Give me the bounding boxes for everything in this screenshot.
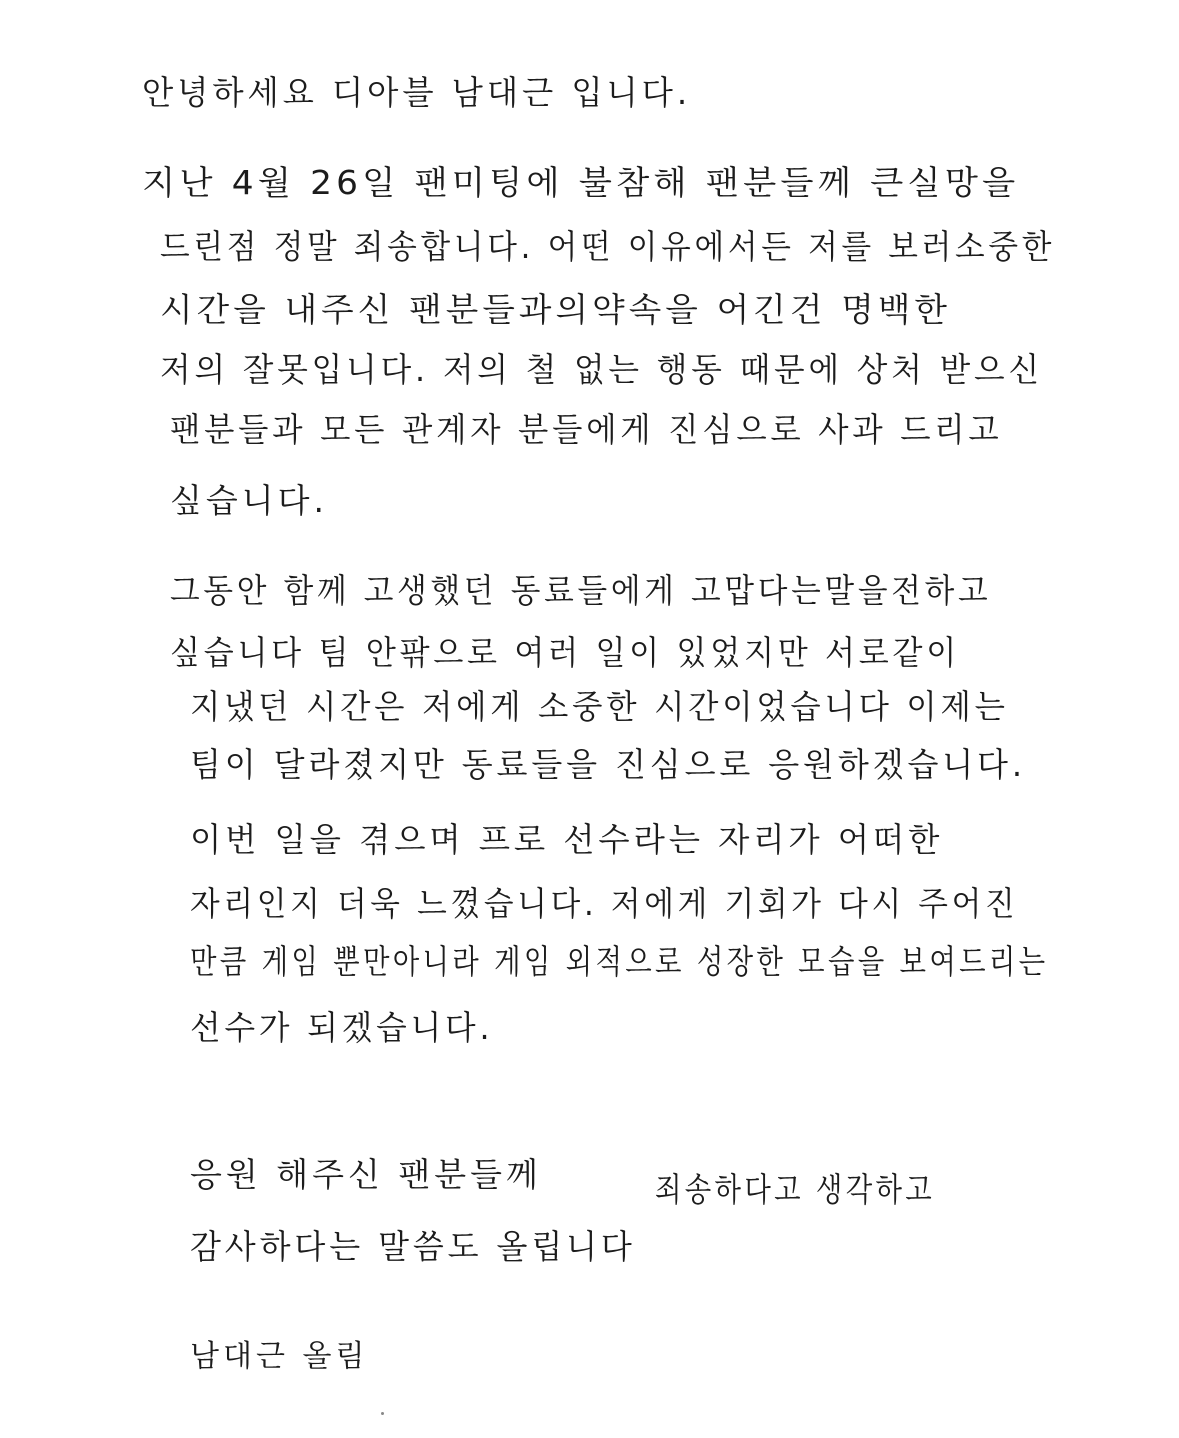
letter-line: 드린점 정말 죄송합니다. 어떤 이유에서든 저를 보러소중한 <box>160 227 1056 266</box>
letter-line: 이번 일을 겪으며 프로 선수라는 자리가 어떠한 <box>190 820 944 859</box>
ink-dot <box>381 1412 384 1415</box>
letter-line: 죄송하다고 생각하고 <box>655 1170 936 1209</box>
letter-line: 팀이 달라졌지만 동료들을 진심으로 응원하겠습니다. <box>190 745 1026 784</box>
letter-line: 감사하다는 말씀도 올립니다 <box>190 1227 636 1266</box>
letter-line: 응원 해주신 팬분들께 <box>190 1155 542 1194</box>
letter-line-greeting: 안녕하세요 디아블 남대근 입니다. <box>142 73 692 112</box>
letter-line: 싶습니다. <box>170 481 329 520</box>
letter-line: 지냈던 시간은 저에게 소중한 시간이었습니다 이제는 <box>190 687 1009 726</box>
letter-line: 싶습니다 팀 안팎으로 여러 일이 있었지만 서로같이 <box>170 633 960 672</box>
letter-line: 자리인지 더욱 느꼈습니다. 저에게 기회가 다시 주어진 <box>190 884 1019 923</box>
letter-line: 만큼 게임 뿐만아니라 게임 외적으로 성장한 모습을 보여드리는 <box>190 942 1049 981</box>
letter-line: 저의 잘못입니다. 저의 철 없는 행동 때문에 상처 받으신 <box>160 350 1043 389</box>
letter-line: 그동안 함께 고생했던 동료들에게 고맙다는말을전하고 <box>170 571 992 610</box>
letter-line: 팬분들과 모든 관계자 분들에게 진심으로 사과 드리고 <box>170 410 1003 449</box>
letter-line: 지난 4월 26일 팬미팅에 불참해 팬분들께 큰실망을 <box>142 163 1020 202</box>
letter-line: 선수가 되겠습니다. <box>190 1008 494 1047</box>
letter-line: 시간을 내주신 팬분들과의약속을 어긴건 명백한 <box>160 290 952 329</box>
signature: 남대근 올림 <box>190 1339 369 1374</box>
